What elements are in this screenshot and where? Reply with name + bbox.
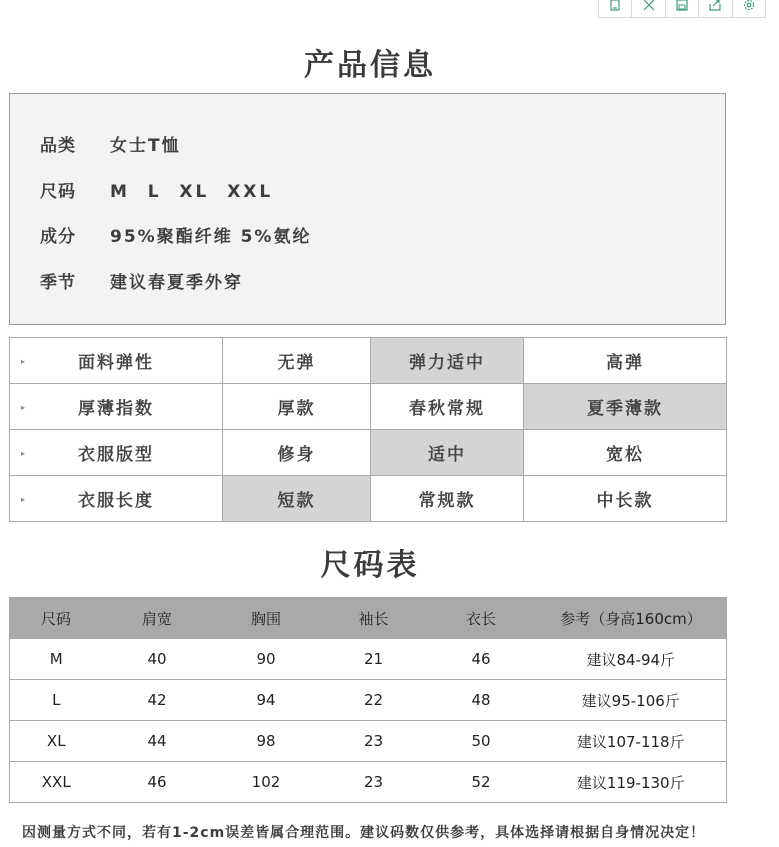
- attribute-option-selected: 短款: [223, 476, 371, 522]
- save-icon: [675, 0, 689, 12]
- table-cell: 建议95-106斤: [536, 680, 727, 721]
- attribute-option-selected: 夏季薄款: [524, 384, 727, 430]
- info-key: 尺码: [40, 182, 76, 202]
- table-cell: 建议84-94斤: [536, 639, 727, 680]
- table-cell: 46: [103, 762, 212, 803]
- settings-icon: [742, 0, 756, 12]
- table-cell: 52: [427, 762, 536, 803]
- info-value: 建议春夏季外穿: [110, 273, 243, 293]
- table-row: [10, 721, 727, 762]
- table-cell: XXL: [10, 762, 103, 803]
- product-info-box: [9, 93, 726, 325]
- expand-icon: [642, 0, 656, 12]
- attribute-row: [10, 338, 727, 384]
- attribute-option: 厚款: [223, 384, 371, 430]
- attribute-table: [9, 337, 727, 522]
- attribute-label: [10, 476, 223, 522]
- attribute-row: [10, 430, 727, 476]
- table-cell: 94: [212, 680, 321, 721]
- attribute-option: 无弹: [223, 338, 371, 384]
- triangle-bullet-icon: ▸: [21, 449, 26, 458]
- info-value: M L XL XXL: [110, 182, 274, 202]
- info-key: 成分: [40, 227, 76, 247]
- attribute-label-text: 衣服版型: [78, 445, 154, 465]
- column-header: 胸围: [212, 598, 321, 639]
- attribute-row: [10, 476, 727, 522]
- attribute-option: 高弹: [524, 338, 727, 384]
- share-button[interactable]: [699, 0, 732, 17]
- attribute-option: 修身: [223, 430, 371, 476]
- table-cell: 23: [321, 762, 427, 803]
- size-chart-table: [9, 597, 727, 803]
- product-info-title: 产品信息: [304, 48, 436, 83]
- column-header: 衣长: [427, 598, 536, 639]
- disclaimer-note: 因测量方式不同，若有1-2cm误差皆属合理范围。建议码数仅供参考，具体选择请根据自身情况决定！: [22, 825, 706, 841]
- info-value: 95%聚酯纤维 5%氨纶: [110, 227, 312, 247]
- attribute-label: [10, 384, 223, 430]
- table-cell: 22: [321, 680, 427, 721]
- attribute-option: 中长款: [524, 476, 727, 522]
- triangle-bullet-icon: ▸: [21, 357, 26, 366]
- column-header: 参考（身高160cm）: [536, 598, 727, 639]
- table-cell: 46: [427, 639, 536, 680]
- table-cell: L: [10, 680, 103, 721]
- table-cell: 42: [103, 680, 212, 721]
- expand-button[interactable]: [632, 0, 665, 17]
- toolbar: [598, 0, 766, 18]
- table-cell: 44: [103, 721, 212, 762]
- column-header: 肩宽: [103, 598, 212, 639]
- attribute-row: [10, 384, 727, 430]
- table-cell: 98: [212, 721, 321, 762]
- triangle-bullet-icon: ▸: [21, 495, 26, 504]
- attribute-option: 宽松: [524, 430, 727, 476]
- table-cell: M: [10, 639, 103, 680]
- copy-button[interactable]: [599, 0, 632, 17]
- info-value: 女士T恤: [110, 136, 181, 156]
- info-key: 季节: [40, 273, 76, 293]
- table-cell: 90: [212, 639, 321, 680]
- table-cell: 50: [427, 721, 536, 762]
- table-row: [10, 680, 727, 721]
- attribute-label-text: 面料弹性: [78, 353, 154, 373]
- table-cell: 建议119-130斤: [536, 762, 727, 803]
- table-cell: 48: [427, 680, 536, 721]
- copy-icon: [608, 0, 622, 12]
- save-button[interactable]: [666, 0, 699, 17]
- column-header: 尺码: [10, 598, 103, 639]
- size-chart-title: 尺码表: [320, 548, 420, 583]
- table-row: [10, 762, 727, 803]
- attribute-option-selected: 适中: [371, 430, 524, 476]
- attribute-option-selected: 弹力适中: [371, 338, 524, 384]
- attribute-label-text: 厚薄指数: [78, 399, 154, 419]
- table-cell: XL: [10, 721, 103, 762]
- attribute-option: 常规款: [371, 476, 524, 522]
- info-row-category: [40, 131, 181, 156]
- table-cell: 21: [321, 639, 427, 680]
- column-header: 袖长: [321, 598, 427, 639]
- table-cell: 40: [103, 639, 212, 680]
- settings-button[interactable]: [733, 0, 765, 17]
- triangle-bullet-icon: ▸: [21, 403, 26, 412]
- share-icon: [708, 0, 722, 12]
- size-chart-header-row: [10, 598, 727, 639]
- table-row: [10, 639, 727, 680]
- info-row-season: [40, 268, 243, 293]
- info-row-size: [40, 177, 273, 202]
- info-key: 品类: [40, 136, 76, 156]
- table-cell: 23: [321, 721, 427, 762]
- table-cell: 建议107-118斤: [536, 721, 727, 762]
- info-row-material: [40, 222, 311, 247]
- table-cell: 102: [212, 762, 321, 803]
- attribute-label-text: 衣服长度: [78, 491, 154, 511]
- attribute-option: 春秋常规: [371, 384, 524, 430]
- attribute-label: [10, 430, 223, 476]
- attribute-label: [10, 338, 223, 384]
